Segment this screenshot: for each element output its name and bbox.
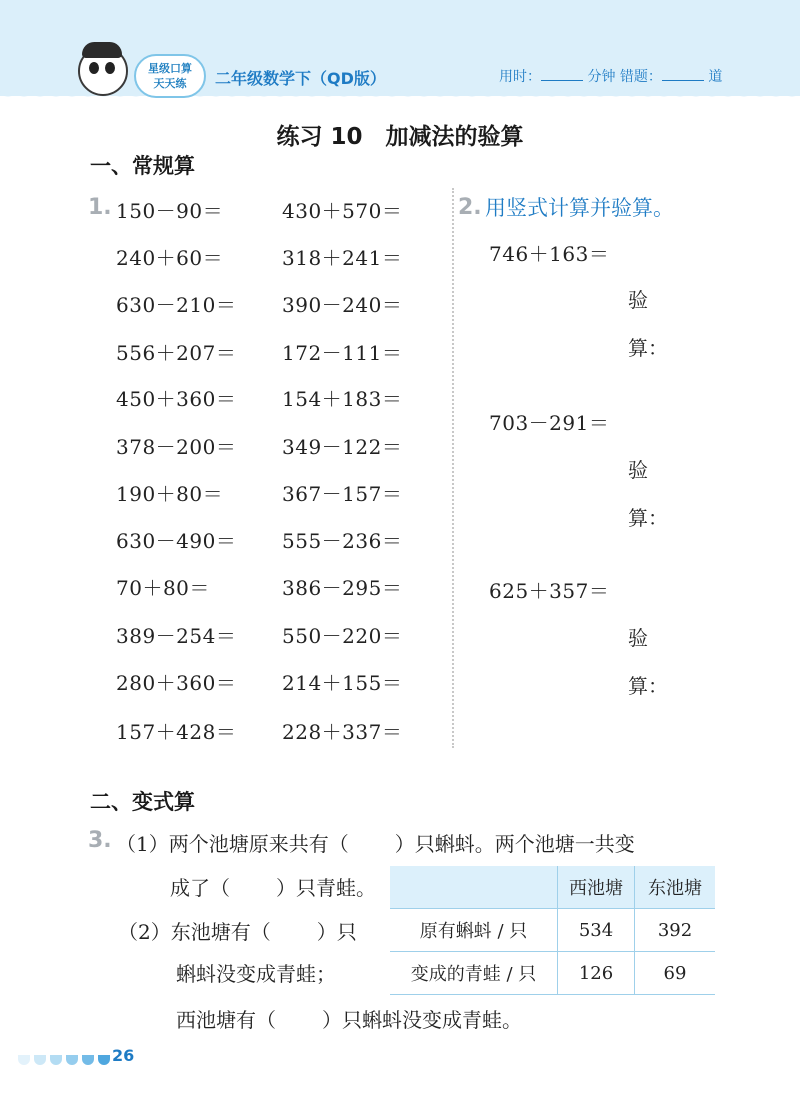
footer-dot [98, 1055, 110, 1065]
errors-blank [662, 68, 704, 81]
time-blank [541, 68, 583, 81]
q1-equation: 150－90＝ [116, 199, 224, 223]
footer-dot [18, 1055, 30, 1065]
footer-dot [82, 1055, 94, 1065]
check-char: 算： [628, 506, 668, 530]
questions-label: 道 [708, 69, 723, 85]
q2-item: 703－291＝ [489, 411, 610, 435]
check-label [628, 614, 668, 710]
table-cell: 534 [558, 909, 635, 952]
q1-equation: 450＋360＝ [116, 387, 237, 411]
question-1-number: 1. [88, 195, 112, 220]
q1-equation: 154＋183＝ [282, 387, 403, 411]
q1-equation: 430＋570＝ [282, 199, 403, 223]
q3-text: ）只蝌蚪。两个池塘一共变 [394, 832, 635, 856]
time-label: 用时： [499, 69, 541, 85]
q3-text: 西池塘有（ [176, 1008, 276, 1032]
q1-equation: 555－236＝ [282, 529, 403, 553]
q3-text: （2）东池塘有（ [118, 920, 271, 944]
q2-item: 625＋357＝ [489, 579, 610, 603]
time-info [499, 66, 722, 86]
q3-line-1 [116, 828, 635, 857]
check-char: 算： [628, 674, 668, 698]
check-char: 验 [628, 288, 648, 312]
q1-equation: 240＋60＝ [116, 246, 224, 270]
question-3-number: 3. [88, 828, 112, 853]
mascot-eye [89, 62, 99, 74]
table-cell: 392 [635, 909, 716, 952]
q1-equation: 190＋80＝ [116, 482, 224, 506]
q3-text: ）只 [316, 920, 357, 944]
book-title: 二年级数学下（QD版） [215, 69, 386, 88]
table-row [390, 909, 715, 952]
table-header-row [390, 866, 715, 909]
q1-equation: 70＋80＝ [116, 576, 210, 600]
q3-text: ）只蝌蚪没变成青蛙。 [322, 1008, 522, 1032]
check-label [628, 446, 668, 542]
question-2-title: 用竖式计算并验算。 [485, 196, 674, 220]
section-title-1: 一、常规算 [90, 154, 195, 178]
q3-line-2 [170, 872, 376, 901]
q1-equation: 318＋241＝ [282, 246, 403, 270]
series-logo [134, 54, 206, 98]
q1-equation: 389－254＝ [116, 624, 237, 648]
q1-equation: 228＋337＝ [282, 720, 403, 744]
q1-equation: 390－240＝ [282, 293, 403, 317]
page-title: 练习 10 加减法的验算 [276, 124, 524, 150]
q3-text: 成了（ [170, 876, 230, 900]
q1-equation: 386－295＝ [282, 576, 403, 600]
footer-dot [50, 1055, 62, 1065]
q1-equation: 214＋155＝ [282, 671, 403, 695]
table-cell: 变成的青蛙 / 只 [390, 952, 558, 995]
table-header-cell [390, 866, 558, 909]
mascot-hair [82, 42, 122, 58]
table-cell: 原有蝌蚪 / 只 [390, 909, 558, 952]
q1-equation: 367－157＝ [282, 482, 403, 506]
q3-line-4: 蝌蚪没变成青蛙； [176, 962, 336, 986]
section-title-2: 二、变式算 [90, 790, 195, 814]
logo-line2: 天天练 [153, 77, 187, 90]
mascot-logo [78, 46, 128, 96]
errors-label: 错题： [619, 69, 662, 85]
q1-equation: 550－220＝ [282, 624, 403, 648]
q1-equation: 280＋360＝ [116, 671, 237, 695]
check-char: 算： [628, 336, 668, 360]
footer-dot [34, 1055, 46, 1065]
question-2-number: 2. [458, 195, 482, 220]
check-char: 验 [628, 626, 648, 650]
logo-line1: 星级口算 [148, 62, 192, 75]
check-char: 验 [628, 458, 648, 482]
minutes-label: 分钟 [587, 69, 616, 85]
q1-equation: 630－490＝ [116, 529, 237, 553]
q1-equation: 378－200＝ [116, 435, 237, 459]
q1-equation: 157＋428＝ [116, 720, 237, 744]
mascot-eye [105, 62, 115, 74]
table-row [390, 952, 715, 995]
table-header-cell: 西池塘 [558, 866, 635, 909]
table-cell: 69 [635, 952, 716, 995]
q3-text: （1）两个池塘原来共有（ [116, 832, 349, 856]
q2-item: 746＋163＝ [489, 242, 610, 266]
q3-text: ）只青蛙。 [276, 876, 376, 900]
q1-equation: 349－122＝ [282, 435, 403, 459]
table-header-cell: 东池塘 [635, 866, 716, 909]
footer-dot [66, 1055, 78, 1065]
footer-decoration [18, 1050, 114, 1069]
header-scallop [0, 90, 800, 104]
table-cell: 126 [558, 952, 635, 995]
q3-line-5 [176, 1004, 522, 1033]
pond-table [390, 866, 715, 995]
q1-equation: 630－210＝ [116, 293, 237, 317]
q1-equation: 556＋207＝ [116, 341, 237, 365]
q3-line-3 [118, 916, 357, 945]
page-number: 26 [112, 1046, 135, 1065]
q1-equation: 172－111＝ [282, 341, 403, 365]
check-label [628, 276, 668, 372]
column-divider [452, 188, 454, 748]
